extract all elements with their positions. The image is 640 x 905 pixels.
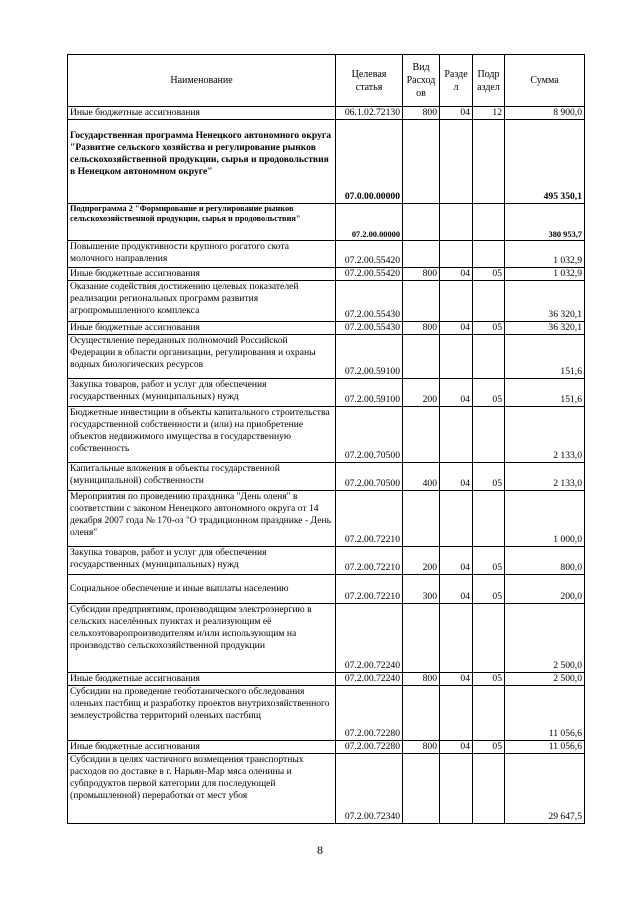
row-name: Осуществление переданных полномочий Российской Федерации в области организации, регулирования и охраны водных биологических ресурсов [68, 335, 336, 379]
table-row [68, 281, 585, 322]
row-expense-type: 200 [403, 547, 440, 575]
row-target-article: 07.2.00.72340 [336, 754, 403, 824]
table-row [68, 335, 585, 379]
row-target-article: 07.2.00.72280 [336, 741, 403, 754]
row-section [440, 686, 473, 741]
row-amount: 1 032,9 [505, 268, 585, 281]
row-name: Социальное обеспечение и иные выплаты населению [68, 575, 336, 604]
row-subsection: 05 [473, 673, 505, 686]
row-amount: 151,6 [505, 335, 585, 379]
row-name: Иные бюджетные ассигнования [68, 741, 336, 754]
row-name: Оказание содействия достижению целевых показателей реализации региональных программ развития агропромышленного комплекса [68, 281, 336, 322]
row-target-article: 06.1.02.72130 [336, 107, 403, 120]
row-expense-type: 400 [403, 463, 440, 491]
row-name: Субсидии предприятиям, производящим электроэнергию в сельских населённых пунктах и реализующим её сельхозтоваропроизводителям и/или использующим на производство сельскохозяйственной продукции [68, 604, 336, 673]
row-amount: 29 647,5 [505, 754, 585, 824]
row-amount: 11 056,6 [505, 741, 585, 754]
table-row [68, 547, 585, 575]
row-target-article: 07.2.00.70500 [336, 407, 403, 463]
row-section: 04 [440, 379, 473, 407]
row-amount: 200,0 [505, 575, 585, 604]
table-row [68, 686, 585, 741]
header-name: Наименование [68, 55, 336, 107]
row-name: Мероприятия по проведению праздника "День оленя" в соответствии с законом Ненецкого автономного округа от 14 декабря 2007 года № 170-оз "О традиционном празднике - День оленя" [68, 491, 336, 547]
row-name: Субсидии в целях частичного возмещения транспортных расходов по доставке в г. Нарьян-Мар мяса оленины и субпродуктов первой категории для последующей (промышленной) переработки от мест убоя [68, 754, 336, 824]
row-name: Иные бюджетные ассигнования [68, 673, 336, 686]
row-section [440, 604, 473, 673]
row-expense-type: 800 [403, 741, 440, 754]
row-name: Иные бюджетные ассигнования [68, 322, 336, 335]
row-target-article: 07.2.00.72240 [336, 604, 403, 673]
table-row [68, 463, 585, 491]
row-expense-type [403, 491, 440, 547]
row-name: Закупка товаров, работ и услуг для обеспечения государственных (муниципальных) нужд [68, 547, 336, 575]
row-section [440, 491, 473, 547]
row-amount: 800,0 [505, 547, 585, 575]
row-expense-type: 800 [403, 268, 440, 281]
row-section: 04 [440, 322, 473, 335]
row-target-article: 07.2.00.55430 [336, 281, 403, 322]
row-expense-type: 800 [403, 322, 440, 335]
row-amount: 11 056,6 [505, 686, 585, 741]
row-amount: 36 320,1 [505, 322, 585, 335]
row-expense-type [403, 120, 440, 204]
page-number: 8 [317, 843, 323, 857]
row-subsection: 05 [473, 575, 505, 604]
table-header-row [68, 55, 585, 107]
row-target-article: 07.2.00.72280 [336, 686, 403, 741]
row-name: Бюджетные инвестиции в объекты капитального строительства государственной собственности и (или) на приобретение объектов недвижимого имущества в государственную собственность [68, 407, 336, 463]
row-section [440, 407, 473, 463]
header-expense-type: Вид Расход ов [403, 55, 440, 107]
header-target-article: Целевая статья [336, 55, 403, 107]
row-target-article: 07.2.00.72210 [336, 491, 403, 547]
row-expense-type [403, 204, 440, 241]
table-row [68, 491, 585, 547]
row-name: Повышение продуктивности крупного рогатого скота молочного направления [68, 241, 336, 268]
table-row [68, 322, 585, 335]
row-section [440, 204, 473, 241]
row-subsection [473, 120, 505, 204]
row-section [440, 335, 473, 379]
row-amount: 8 900,0 [505, 107, 585, 120]
table-row [68, 754, 585, 824]
row-amount: 1 000,0 [505, 491, 585, 547]
row-section: 04 [440, 268, 473, 281]
budget-table [67, 54, 585, 824]
row-amount: 151,6 [505, 379, 585, 407]
row-section: 04 [440, 575, 473, 604]
row-expense-type [403, 686, 440, 741]
row-expense-type [403, 754, 440, 824]
row-section: 04 [440, 463, 473, 491]
row-section [440, 281, 473, 322]
table-row [68, 604, 585, 673]
table-row [68, 379, 585, 407]
header-amount: Сумма [505, 55, 585, 107]
row-expense-type [403, 407, 440, 463]
header-subsection: Подр аздел [473, 55, 505, 107]
row-subsection [473, 335, 505, 379]
row-amount: 2 133,0 [505, 463, 585, 491]
row-amount: 2 133,0 [505, 407, 585, 463]
row-name: Субсидии на проведение геоботанического обследования оленьих пастбищ и разработку проектов внутрихозяйственного землеустройства территорий оленьих пастбищ [68, 686, 336, 741]
row-amount: 2 500,0 [505, 604, 585, 673]
row-name: Подпрограмма 2 "Формирование и регулирование рынков сельскохозяйственной продукции, сырья и продовольствия" [68, 204, 336, 241]
row-subsection [473, 686, 505, 741]
row-subsection [473, 754, 505, 824]
row-section: 04 [440, 547, 473, 575]
row-section [440, 241, 473, 268]
row-subsection [473, 241, 505, 268]
row-subsection [473, 204, 505, 241]
row-subsection [473, 281, 505, 322]
row-subsection: 05 [473, 379, 505, 407]
row-expense-type: 800 [403, 673, 440, 686]
row-subsection: 05 [473, 741, 505, 754]
table-row [68, 268, 585, 281]
row-subsection: 05 [473, 322, 505, 335]
table-row [68, 673, 585, 686]
row-amount: 495 350,1 [505, 120, 585, 204]
row-expense-type: 200 [403, 379, 440, 407]
row-target-article: 07.0.00.00000 [336, 120, 403, 204]
row-subsection [473, 407, 505, 463]
row-section: 04 [440, 107, 473, 120]
row-target-article: 07.2.00.70500 [336, 463, 403, 491]
row-expense-type [403, 281, 440, 322]
row-subsection: 05 [473, 463, 505, 491]
row-target-article: 07.2.00.55420 [336, 268, 403, 281]
row-amount: 2 500,0 [505, 673, 585, 686]
row-amount: 36 320,1 [505, 281, 585, 322]
row-expense-type [403, 604, 440, 673]
row-target-article: 07.2.00.55430 [336, 322, 403, 335]
row-name: Иные бюджетные ассигнования [68, 107, 336, 120]
row-name: Капитальные вложения в объекты государственной (муниципальной) собственности [68, 463, 336, 491]
row-subsection: 12 [473, 107, 505, 120]
row-name: Иные бюджетные ассигнования [68, 268, 336, 281]
row-target-article: 07.2.00.00000 [336, 204, 403, 241]
row-subsection [473, 491, 505, 547]
row-subsection: 05 [473, 547, 505, 575]
row-expense-type [403, 335, 440, 379]
table-row [68, 575, 585, 604]
row-target-article: 07.2.00.72210 [336, 547, 403, 575]
row-name: Государственная программа Ненецкого автономного округа "Развитие сельского хозяйства и регулирование рынков сельскохозяйственной продукции, сырья и продовольствия в Ненецком автономном округе" [68, 120, 336, 204]
table-row [68, 107, 585, 120]
row-expense-type: 800 [403, 107, 440, 120]
header-section: Разде л [440, 55, 473, 107]
row-amount: 1 032,9 [505, 241, 585, 268]
table-row [68, 741, 585, 754]
row-subsection [473, 604, 505, 673]
row-section: 04 [440, 673, 473, 686]
row-expense-type: 300 [403, 575, 440, 604]
row-section [440, 754, 473, 824]
table-row [68, 120, 585, 204]
row-subsection: 05 [473, 268, 505, 281]
row-amount: 380 953,7 [505, 204, 585, 241]
table-row [68, 204, 585, 241]
table-row [68, 241, 585, 268]
row-target-article: 07.2.00.59100 [336, 379, 403, 407]
table-row [68, 407, 585, 463]
row-target-article: 07.2.00.72240 [336, 673, 403, 686]
row-name: Закупка товаров, работ и услуг для обеспечения государственных (муниципальных) нужд [68, 379, 336, 407]
row-expense-type [403, 241, 440, 268]
row-target-article: 07.2.00.59100 [336, 335, 403, 379]
row-section: 04 [440, 741, 473, 754]
row-target-article: 07.2.00.55420 [336, 241, 403, 268]
row-target-article: 07.2.00.72210 [336, 575, 403, 604]
row-section [440, 120, 473, 204]
